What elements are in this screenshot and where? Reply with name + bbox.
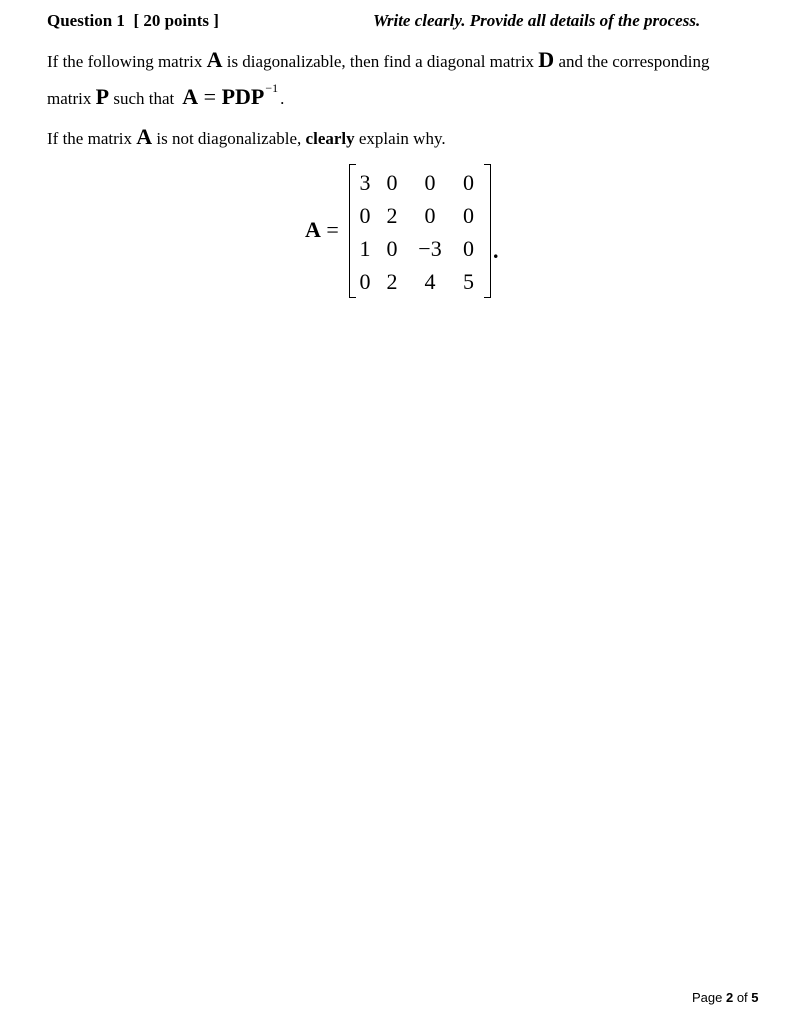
instructions: Write clearly. Provide all details of the process. bbox=[373, 11, 701, 30]
matrix-cell: 0 bbox=[386, 235, 398, 261]
matrix-d-symbol: D bbox=[538, 47, 555, 72]
matrix-row bbox=[355, 166, 486, 199]
diagonalization-equation bbox=[182, 81, 279, 109]
equation-period: . bbox=[280, 89, 285, 108]
question-points: [ 20 points ] bbox=[133, 11, 219, 30]
matrix-row bbox=[355, 265, 486, 298]
question-header bbox=[47, 11, 219, 31]
question-label: Question 1 bbox=[47, 11, 125, 30]
matrix-label bbox=[305, 217, 339, 243]
problem-line-1 bbox=[47, 47, 710, 73]
text: is diagonalizable, then find a diagonal matrix bbox=[222, 52, 539, 71]
matrix-cell: 0 bbox=[359, 202, 371, 228]
matrix-equals: = bbox=[320, 217, 339, 242]
matrix-right-bracket bbox=[484, 164, 491, 298]
text: explain why. bbox=[354, 129, 446, 148]
page-number bbox=[692, 990, 759, 1005]
matrix-cell: 0 bbox=[463, 235, 474, 261]
page-prefix: Page bbox=[692, 990, 726, 1005]
text: and the corresponding bbox=[554, 52, 710, 71]
page-current: 2 bbox=[725, 990, 734, 1005]
problem-line-2 bbox=[47, 81, 284, 110]
matrix-cell: 0 bbox=[424, 202, 436, 228]
matrix-cell: 5 bbox=[463, 268, 474, 294]
text: such that bbox=[109, 89, 175, 108]
page-total: 5 bbox=[751, 990, 759, 1005]
matrix-cell: −3 bbox=[418, 235, 442, 261]
matrix-cell: 2 bbox=[386, 268, 398, 294]
matrix-cell: 3 bbox=[359, 169, 371, 195]
problem-line-3 bbox=[47, 124, 446, 150]
matrix-row bbox=[355, 232, 486, 265]
matrix-period: . bbox=[493, 238, 499, 263]
emphasis-clearly: clearly bbox=[305, 129, 355, 148]
matrix-row bbox=[355, 199, 486, 232]
equation-operator: = bbox=[198, 84, 222, 109]
equation-lhs: A bbox=[182, 84, 199, 109]
matrix-cell: 0 bbox=[463, 169, 474, 195]
matrix-a-symbol: A bbox=[136, 124, 153, 149]
matrix-name: A bbox=[305, 217, 321, 242]
text: If the following matrix bbox=[47, 52, 207, 71]
page-mid: of bbox=[733, 990, 752, 1005]
matrix-cell: 0 bbox=[386, 169, 398, 195]
text: If the matrix bbox=[47, 129, 137, 148]
equation-exponent: −1 bbox=[265, 81, 279, 95]
text: is not diagonalizable, bbox=[152, 129, 306, 148]
matrix-cell: 1 bbox=[359, 235, 371, 261]
matrix-cell: 0 bbox=[424, 169, 436, 195]
matrix-cell: 0 bbox=[359, 268, 371, 294]
text: matrix bbox=[47, 89, 96, 108]
matrix-cell: 2 bbox=[386, 202, 398, 228]
matrix-grid bbox=[355, 166, 486, 298]
equation-rhs: PDP bbox=[221, 84, 265, 109]
matrix-cell: 0 bbox=[463, 202, 474, 228]
matrix-a-symbol: A bbox=[206, 47, 223, 72]
matrix-p-symbol: P bbox=[95, 84, 110, 109]
matrix-cell: 4 bbox=[424, 268, 436, 294]
